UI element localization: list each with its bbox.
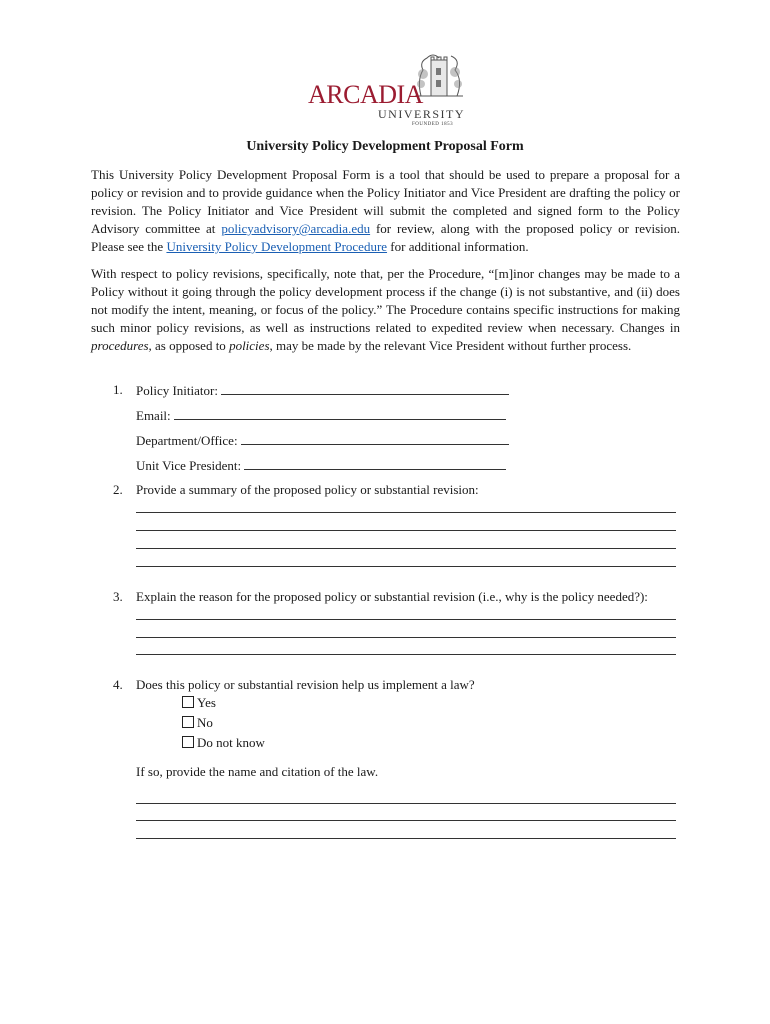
reason-line-1[interactable] [136,619,676,620]
law-line-3[interactable] [136,838,676,839]
logo-wordmark: ARCADIA [308,80,423,109]
question-3-number: 3. [113,589,123,604]
unit-vp-row [136,457,506,474]
email-label: Email: [136,408,171,423]
logo-subtitle: UNIVERSITY [378,107,465,121]
law-line-2[interactable] [136,820,676,821]
no-label: No [197,715,213,730]
unit-vp-label: Unit Vice President: [136,458,242,473]
procedures-emphasis: procedures, [91,338,152,353]
no-checkbox[interactable] [182,716,194,728]
department-row [136,432,509,449]
page-title: University Policy Development Proposal Form [246,139,524,154]
unit-vp-field[interactable] [244,457,506,470]
question-2-text: Provide a summary of the proposed policy or substantial revision: [136,482,479,497]
question-4-text: Does this policy or substantial revision help us implement a law? [136,677,475,692]
policy-initiator-label: Policy Initiator: [136,383,218,398]
arcadia-logo [300,50,470,127]
intro-text: This University Policy Development Proposal Form is a tool that should be used to prepare a proposal for a policy or revision and to provide guidance when the Policy Initiator and Vice President are drafting the policy or revision. The Policy Initiator and Vice President will submit the completed and signed form to the Policy Advisory committee at [91,167,680,236]
option-yes[interactable] [182,695,216,711]
question-3-text: Explain the reason for the proposed policy or substantial revision (i.e., why is the policy needed?): [136,589,648,604]
email-field[interactable] [174,407,506,420]
email-row [136,407,506,424]
revisions-paragraph [91,265,680,355]
procedure-link[interactable]: University Policy Development Procedure [166,239,388,254]
intro-text-end: for additional information. [387,239,529,254]
logo-founded: FOUNDED 1853 [412,122,454,127]
summary-line-1[interactable] [136,512,676,513]
revisions-text-end: , may be made by the relevant Vice President without further process. [269,338,632,353]
yes-checkbox[interactable] [182,696,194,708]
summary-line-4[interactable] [136,566,676,567]
law-followup-text: If so, provide the name and citation of the law. [136,764,379,779]
yes-label: Yes [197,695,216,710]
revisions-text: With respect to policy revisions, specifically, note that, per the Procedure, “[m]inor changes may be made to a Policy without it going through the policy development process if the change (i) is not substantive, and (ii) does not modify the intent, meaning, or focus of the policy.” The Procedure contains specific instructions for making such minor policy revisions, as well as instructions related to expedited review when necessary. Changes in [91,266,680,335]
policy-advisory-email-link[interactable]: policyadvisory@arcadia.edu [221,221,371,236]
summary-line-3[interactable] [136,548,676,549]
revisions-text-mid: as opposed to [151,338,230,353]
question-1-number: 1. [113,382,123,397]
question-4-number: 4. [113,677,123,692]
summary-line-2[interactable] [136,530,676,531]
intro-paragraph [91,166,680,256]
question-2-number: 2. [113,482,123,497]
policy-initiator-row [136,382,509,399]
policies-emphasis: policies [229,338,270,353]
intro-text-continued: for review, along with the proposed policy or revision. Please see the [91,221,681,254]
law-line-1[interactable] [136,803,676,804]
department-field[interactable] [241,432,509,445]
option-no[interactable] [182,715,213,731]
policy-initiator-field[interactable] [221,382,509,395]
reason-line-2[interactable] [136,637,676,638]
department-label: Department/Office: [136,433,238,448]
reason-line-3[interactable] [136,654,676,655]
do-not-know-label: Do not know [197,735,265,750]
option-do-not-know[interactable] [182,735,265,751]
do-not-know-checkbox[interactable] [182,736,194,748]
